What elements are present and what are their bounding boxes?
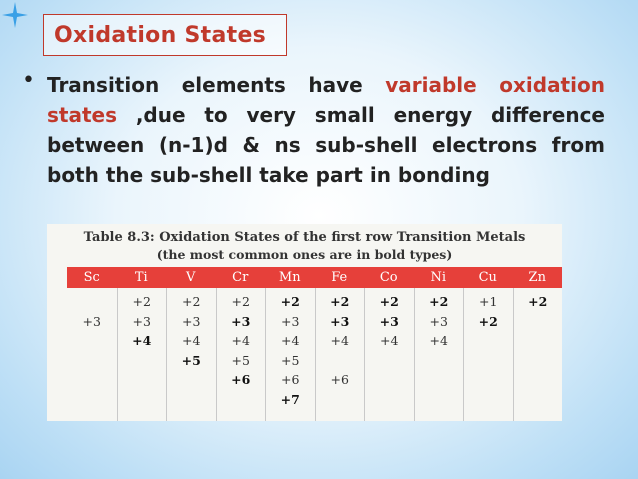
oxidation-state-value: +2 bbox=[330, 294, 350, 309]
oxidation-state-value: +6 bbox=[231, 372, 251, 387]
table-header-cell: Ti bbox=[134, 270, 148, 285]
oxidation-states-table bbox=[47, 224, 562, 421]
word: (n-1)d bbox=[158, 133, 228, 157]
paragraph-line-1 bbox=[47, 70, 605, 100]
oxidation-state-value: +2 bbox=[379, 294, 399, 309]
paragraph-line-4 bbox=[47, 160, 605, 190]
oxidation-state-value: +1 bbox=[479, 294, 498, 309]
table-header-cell: Mn bbox=[278, 270, 301, 285]
oxidation-state-value: +3 bbox=[82, 313, 101, 329]
oxidation-state-value: +5 bbox=[231, 352, 250, 368]
table-header-cell: Cu bbox=[478, 270, 497, 285]
table-column-cr bbox=[216, 288, 266, 421]
oxidation-state-value: +4 bbox=[330, 333, 349, 348]
paragraph-line-2 bbox=[47, 100, 605, 130]
bullet-dot-icon: • bbox=[22, 68, 35, 93]
word: difference bbox=[490, 103, 605, 127]
word: & bbox=[242, 133, 260, 157]
slide-title-box bbox=[43, 14, 287, 56]
oxidation-state-value: +2 bbox=[478, 313, 498, 329]
table-header-cell: Sc bbox=[83, 270, 100, 285]
word: Transition bbox=[47, 73, 160, 97]
word: have bbox=[308, 73, 363, 97]
table-subcaption: (the most common ones are in bold types) bbox=[156, 247, 453, 262]
oxidation-state-value: +4 bbox=[132, 333, 152, 348]
slide-title: Oxidation States bbox=[54, 22, 267, 48]
oxidation-state-value: +4 bbox=[182, 333, 201, 348]
word: ns bbox=[274, 133, 301, 157]
highlight-word: states bbox=[47, 103, 117, 127]
word: very bbox=[246, 103, 296, 127]
word: energy bbox=[393, 103, 473, 127]
sparkle-decoration-icon bbox=[0, 0, 30, 30]
oxidation-state-value: +6 bbox=[330, 372, 349, 387]
oxidation-state-value: +7 bbox=[280, 391, 300, 407]
word: electrons bbox=[432, 133, 538, 157]
word: sub-shell bbox=[315, 133, 418, 157]
table-column-mn bbox=[265, 288, 315, 421]
table-header-cell: Co bbox=[379, 270, 398, 285]
oxidation-state-value: +4 bbox=[429, 333, 448, 348]
bullet-paragraph bbox=[47, 70, 605, 190]
table-header-cell: Ni bbox=[430, 270, 447, 285]
word: small bbox=[314, 103, 375, 127]
word: to bbox=[204, 103, 228, 127]
oxidation-state-value: +4 bbox=[231, 333, 250, 348]
oxidation-state-value: +4 bbox=[380, 333, 399, 348]
table-column-zn bbox=[513, 288, 563, 421]
highlight-word: oxidation bbox=[499, 73, 605, 97]
table-column-v bbox=[166, 288, 216, 421]
oxidation-state-value: +5 bbox=[281, 352, 300, 368]
paragraph-line-3 bbox=[47, 130, 605, 160]
table-header-cell: V bbox=[186, 270, 196, 285]
table-column-fe bbox=[315, 288, 365, 421]
table-header-row bbox=[67, 267, 562, 288]
oxidation-state-value: +3 bbox=[132, 313, 151, 329]
word: ,due bbox=[135, 103, 186, 127]
oxidation-state-value: +2 bbox=[429, 294, 449, 309]
table-column-co bbox=[364, 288, 414, 421]
table-column-ni bbox=[414, 288, 464, 421]
oxidation-state-value: +2 bbox=[132, 294, 151, 309]
oxidation-state-value: +3 bbox=[379, 313, 399, 329]
table-header-cell: Fe bbox=[331, 270, 348, 285]
oxidation-state-value: +2 bbox=[280, 294, 300, 309]
oxidation-state-value: +3 bbox=[182, 313, 201, 329]
oxidation-state-value: +4 bbox=[281, 333, 300, 348]
oxidation-state-value: +6 bbox=[281, 372, 300, 387]
oxidation-state-value: +2 bbox=[528, 294, 548, 309]
oxidation-state-value: +5 bbox=[181, 352, 201, 368]
oxidation-state-value: +3 bbox=[429, 313, 448, 329]
oxidation-state-value: +2 bbox=[231, 294, 250, 309]
oxidation-state-value: +2 bbox=[182, 294, 201, 309]
table-header-cell: Cr bbox=[232, 270, 249, 285]
table-column-ti bbox=[117, 288, 167, 421]
word: both the sub-shell take part in bonding bbox=[47, 163, 490, 187]
table-column-cu bbox=[463, 288, 513, 421]
word: from bbox=[551, 133, 605, 157]
table-column-sc bbox=[67, 288, 117, 421]
word: elements bbox=[181, 73, 286, 97]
word: between bbox=[47, 133, 145, 157]
oxidation-state-value: +3 bbox=[330, 313, 350, 329]
table-body bbox=[67, 288, 562, 421]
highlight-word: variable bbox=[385, 73, 477, 97]
table-caption: Table 8.3: Oxidation States of the first row Transition Metals bbox=[83, 230, 526, 245]
oxidation-state-value: +3 bbox=[281, 313, 300, 329]
table-header-cell: Zn bbox=[528, 270, 546, 285]
oxidation-state-value: +3 bbox=[231, 313, 251, 329]
